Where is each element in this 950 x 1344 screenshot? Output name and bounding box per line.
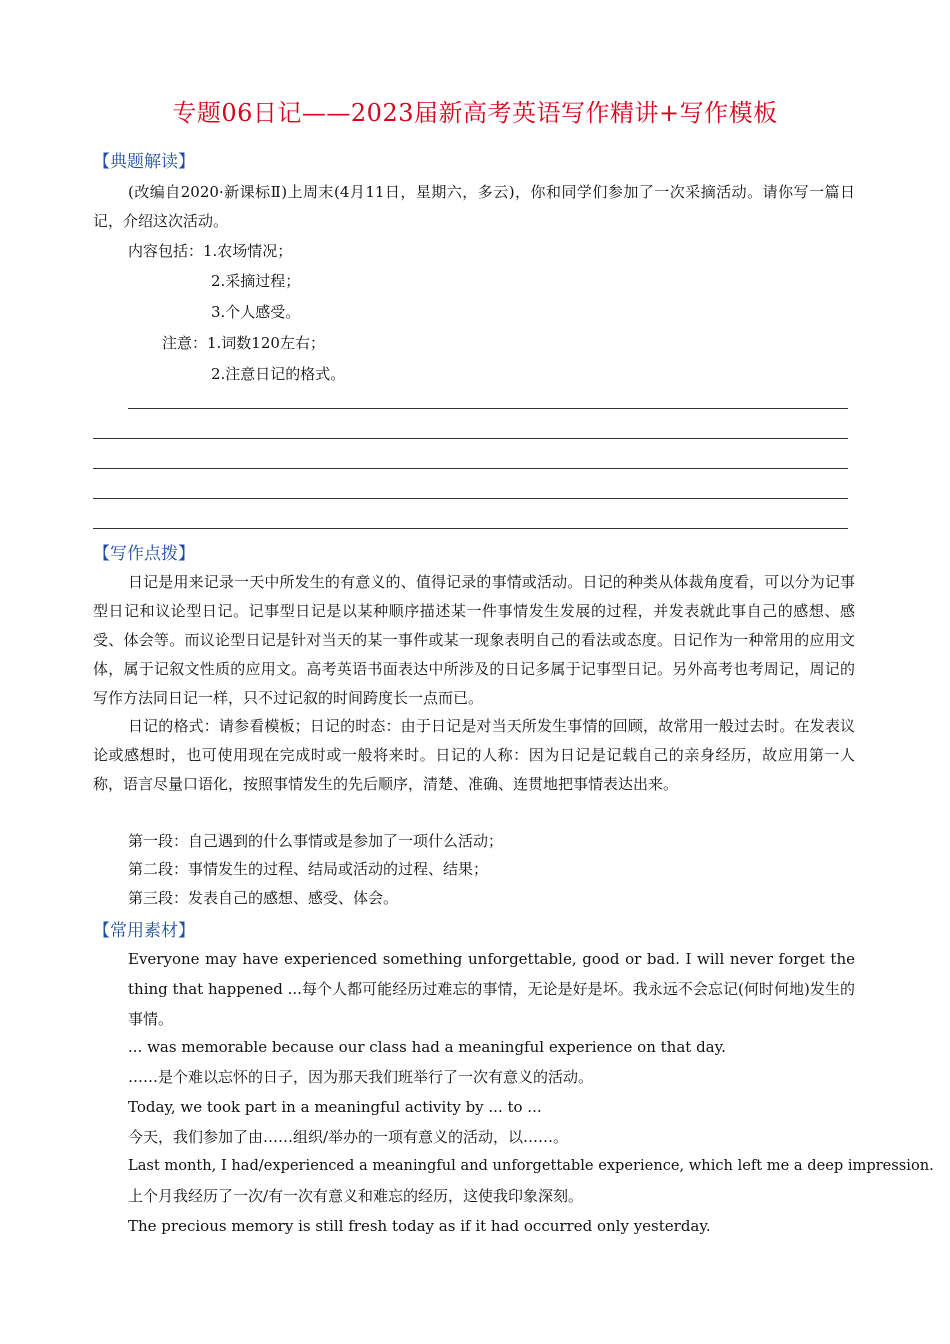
material-sentence-5: The precious memory is still fresh today as if it had occurred only yesterday. <box>128 1217 711 1235</box>
material-sentence-4: Last month, I had/experienced a meaningful and unforgettable experience, which left me a deep impression. <box>128 1157 934 1174</box>
page-title: 专题06日记——2023届新高考英语写作精讲+写作模板 <box>172 99 778 127</box>
tips-paragraph-1: 日记是用来记录一天中所发生的有意义的、值得记录的事情或活动。日记的种类从体裁角度看，可以分为记事型日记和议论型日记。记事型日记是以某种顺序描述某一件事情发生发展的过程，并发表就此事自己的感想、感受、体会等。而议论型日记是针对当天的某一事件或某一现象表明自己的看法或态度。日记作为一种常用的应用文体，属于记叙文性质的应用文。高考英语书面表达中所涉及的日记多属于记事型日记。另外高考也考周记，周记的写作方法同日记一样，只不过记叙的时间跨度长一点而已。 <box>93 573 855 707</box>
tips-paragraph-2: 日记的格式：请参看模板；日记的时态：由于日记是对当天所发生事情的回顾，故常用一般过去时。在发表议论或感想时，也可使用现在完成时或一般将来时。日记的人称：因为日记是记载自己的亲身经历，故应用第一人称，语言尽量口语化，按照事情发生的先后顺序，清楚、准确、连贯地把事情表达出来。 <box>93 717 855 793</box>
answer-line <box>93 468 848 469</box>
content-item-2: 2.采摘过程； <box>211 272 301 290</box>
answer-line <box>93 438 848 439</box>
note-item-1: 注意：1.词数120左右； <box>162 334 325 352</box>
material-sentence-2: ... was memorable because our class had a meaningful experience on that day. <box>128 1038 726 1056</box>
answer-line <box>93 528 848 529</box>
material-sentence-3: Today, we took part in a meaningful activity by ... to ... <box>128 1098 542 1116</box>
section-heading-tips: 【写作点拨】 <box>93 544 195 564</box>
structure-step-1: 第一段：自己遇到的什么事情或是参加了一项什么活动； <box>128 832 504 850</box>
structure-step-3: 第三段：发表自己的感想、感受、体会。 <box>128 889 399 907</box>
material-translation-3: 今天，我们参加了由……组织/举办的一项有意义的活动，以……。 <box>128 1128 569 1146</box>
note-item-2: 2.注意日记的格式。 <box>211 365 346 383</box>
structure-step-2: 第二段：事情发生的过程、结局或活动的过程、结果； <box>128 860 489 878</box>
material-translation-4: 上个月我经历了一次/有一次有意义和难忘的经历，这使我印象深刻。 <box>128 1187 584 1205</box>
question-prompt: (改编自2020·新课标Ⅱ)上周末(4月11日，星期六，多云)，你和同学们参加了一次采摘活动。请你写一篇日记，介绍这次活动。 <box>93 183 855 230</box>
answer-line <box>93 498 848 499</box>
material-translation-2: ……是个难以忘怀的日子，因为那天我们班举行了一次有意义的活动。 <box>128 1068 594 1086</box>
section-heading-analysis: 【典题解读】 <box>93 152 195 172</box>
material-sentence-1: Everyone may have experienced something unforgettable, good or bad. I will never forget the thing that happened ...每个人都可能经历过难忘的事情，无论是好是坏。我永远不会忘记(何时何地)发生的事情。 <box>128 950 855 1028</box>
answer-line <box>128 408 848 409</box>
content-item-1: 内容包括：1.农场情况； <box>128 242 293 260</box>
content-item-3: 3.个人感受。 <box>211 303 301 321</box>
section-heading-materials: 【常用素材】 <box>93 921 195 941</box>
